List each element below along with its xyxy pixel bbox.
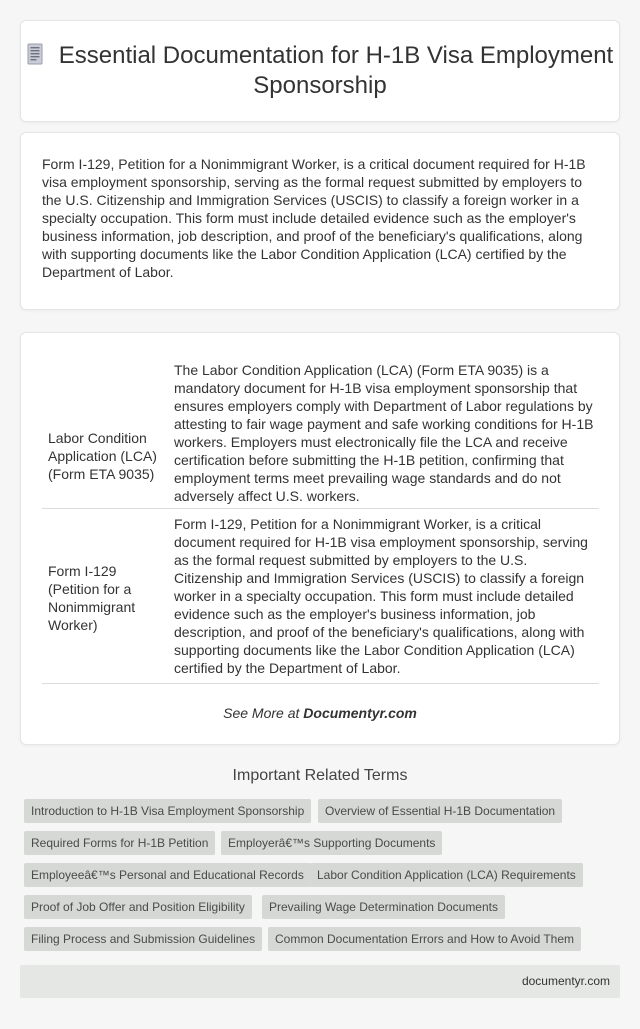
related-term-tag[interactable]: Employeeâ€™s Personal and Educational Records xyxy=(24,863,311,887)
related-term-tag[interactable]: Overview of Essential H-1B Documentation xyxy=(318,799,562,823)
related-terms-title: Important Related Terms xyxy=(232,767,408,784)
term-cell: Labor Condition Application (LCA) (Form ETA 9035) xyxy=(48,430,157,482)
related-term-tag[interactable]: Introduction to H-1B Visa Employment Sponsorship xyxy=(24,799,311,823)
footer-bar xyxy=(20,965,620,998)
term-cell: Form I-129 (Petition for a Nonimmigrant Worker) xyxy=(48,563,136,633)
see-more-prefix: See More at xyxy=(223,705,304,721)
related-term-tag[interactable]: Labor Condition Application (LCA) Requirements xyxy=(310,863,583,887)
intro-card xyxy=(20,132,620,310)
intro-paragraph: Form I-129, Petition for a Nonimmigrant Worker, is a critical document required for H-1B visa employment sponsorship, serving as the formal request submitted by employers to the U.S. Citizenship and Immigration Services (USCIS) to classify a foreign worker in a specialty occupation. This form must include detailed evidence such as the employer's business information, job description, and proof of the beneficiary's qualifications, along with supporting documents like the Labor Condition Application (LCA) certified by the Department of Labor. xyxy=(42,156,586,280)
title-card xyxy=(20,20,620,122)
related-term-tag[interactable]: Required Forms for H-1B Petition xyxy=(24,831,215,855)
document-icon xyxy=(27,43,43,65)
terms-table-card xyxy=(20,332,620,745)
related-term-tag[interactable]: Proof of Job Offer and Position Eligibility xyxy=(24,895,252,919)
related-term-tag[interactable]: Prevailing Wage Determination Documents xyxy=(262,895,505,919)
related-term-tag[interactable]: Employerâ€™s Supporting Documents xyxy=(221,831,442,855)
description-cell: Form I-129, Petition for a Nonimmigrant Worker, is a critical document required for H-1B visa employment sponsorship, serving as the formal request submitted by employers to the U.S. Citizenship and Immigration Services (USCIS) to classify a foreign worker in a specialty occupation. This form must include detailed evidence such as the employer's business information, job description, and proof of the beneficiary's qualifications, along with supporting documents like the Labor Condition Application (LCA) certified by the Department of Labor. xyxy=(174,516,588,676)
page-title xyxy=(21,41,619,101)
related-term-tag[interactable]: Common Documentation Errors and How to Avoid Them xyxy=(268,927,581,951)
page-title-text: Essential Documentation for H-1B Visa Employment Sponsorship xyxy=(58,42,614,99)
table-row xyxy=(42,509,599,684)
description-cell: The Labor Condition Application (LCA) (Form ETA 9035) is a mandatory document for H-1B visa employment sponsorship that ensures employers comply with Department of Labor regulations by attesting to fair wage payment and safe working conditions for H-1B workers. Employers must electronically file the LCA and receive certification before submitting the H-1B petition, confirming that employment terms meet prevailing wage standards and do not adversely affect U.S. workers. xyxy=(174,362,594,504)
see-more-line xyxy=(21,705,619,721)
see-more-link[interactable]: Documentyr.com xyxy=(303,705,417,721)
table-row xyxy=(42,357,599,509)
footer-site-link[interactable]: documentyr.com xyxy=(521,974,610,988)
related-term-tag[interactable]: Filing Process and Submission Guidelines xyxy=(24,927,262,951)
